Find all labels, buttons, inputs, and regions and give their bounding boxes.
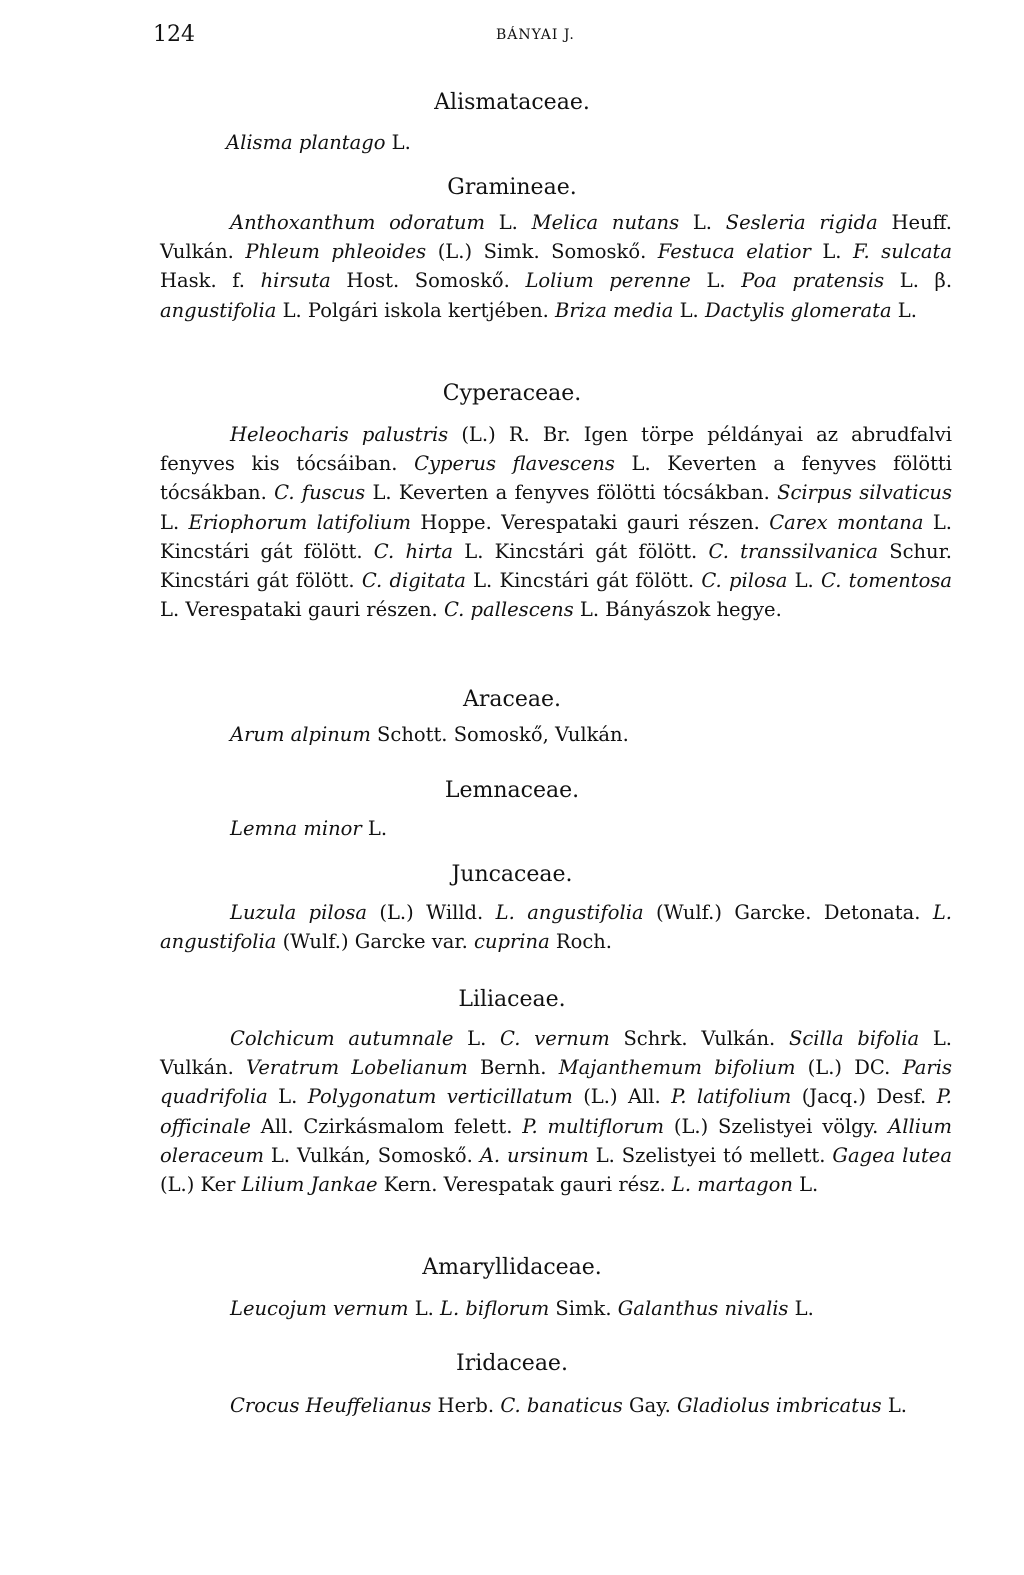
entry-cyperaceae: Heleocharis palustris (L.) R. Br. Igen törpe példányai az abrudfalvi fenyves kis tócsáiban. Cyperus flavescens L. Keverten a fenyves fölötti tócsákban. C. fuscus L. Keverten a fenyves fölötti tócsákban. Scirpus silvaticus L. Eriophorum latifolium Hoppe. Verespataki gauri részen. Carex montana L. Kincstári gát fölött. C. hirta L. Kincstári gát fölött. C. transsilvanica Schur. Kincstári gát fölött. C. digitata L. Kincstári gát fölött. C. pilosa L. C. tomentosa L. Verespataki gauri részen. C. pallescens L. Bányászok hegye. (160, 423, 953, 622)
entry-juncaceae: Luzula pilosa (L.) Willd. L. angustifolia (Wulf.) Garcke. Detonata. L. angustifolia (Wulf.) Garcke var. cuprina Roch. (160, 901, 952, 954)
family-heading-amaryllidaceae: Amaryllidaceae. (422, 1255, 602, 1280)
entry-iridaceae: Crocus Heuffelianus Herb. C. banaticus Gay. Gladiolus imbricatus L. (230, 1394, 908, 1417)
entry-gramineae: Anthoxanthum odoratum L. Melica nutans L. Sesleria rigida Heuff. Vulkán. Phleum phleoides (L.) Simk. Somoskő. Festuca elatior L. F. sulcata Hask. f. hirsuta Host. Somoskő. Lolium perenne L. Poa pratensis L. β. angustifolia L. Polgári iskola kertjében. Briza media L. Dactylis glomerata L. (160, 211, 953, 322)
family-heading-lemnaceae: Lemnaceae. (444, 778, 580, 803)
running-head: BÁNYAI J. (496, 27, 575, 43)
entry-araceae: Arum alpinum Schott. Somoskő, Vulkán. (230, 723, 629, 746)
entry-amaryllidaceae: Leucojum vernum L. L. biflorum Simk. Galanthus nivalis L. (230, 1297, 814, 1320)
entry-liliaceae: Colchicum autumnale L. C. vernum Schrk. Vulkán. Scilla bifolia L. Vulkán. Veratrum Lobelianum Bernh. Majanthemum bifolium (L.) DC. Paris quadrifolia L. Polygonatum verticillatum (L.) All. P. latifolium (Jacq.) Desf. P. officinale All. Czirkásmalom felett. P. multiflorum (L.) Szelistyei völgy. Allium oleraceum L. Vulkán, Somoskő. A. ursinum L. Szelistyei tó mellett. Gagea lutea (L.) Ker Lilium Jankae Kern. Verespatak gauri rész. L. martagon L. (160, 1027, 953, 1197)
family-heading-gramineae: Gramineae. (447, 175, 577, 200)
entry-lemnaceae: Lemna minor L. (230, 817, 388, 840)
family-heading-iridaceae: Iridaceae. (456, 1351, 568, 1376)
family-heading-alismataceae: Alismataceae. (434, 90, 590, 115)
family-heading-juncaceae: Juncaceae. (451, 862, 573, 887)
family-heading-cyperaceae: Cyperaceae. (442, 381, 582, 406)
family-heading-liliaceae: Liliaceae. (458, 987, 566, 1012)
page-number: 124 (153, 22, 195, 47)
family-heading-araceae: Araceae. (463, 687, 561, 712)
entry-alismataceae: Alisma plantago L. (226, 131, 411, 154)
